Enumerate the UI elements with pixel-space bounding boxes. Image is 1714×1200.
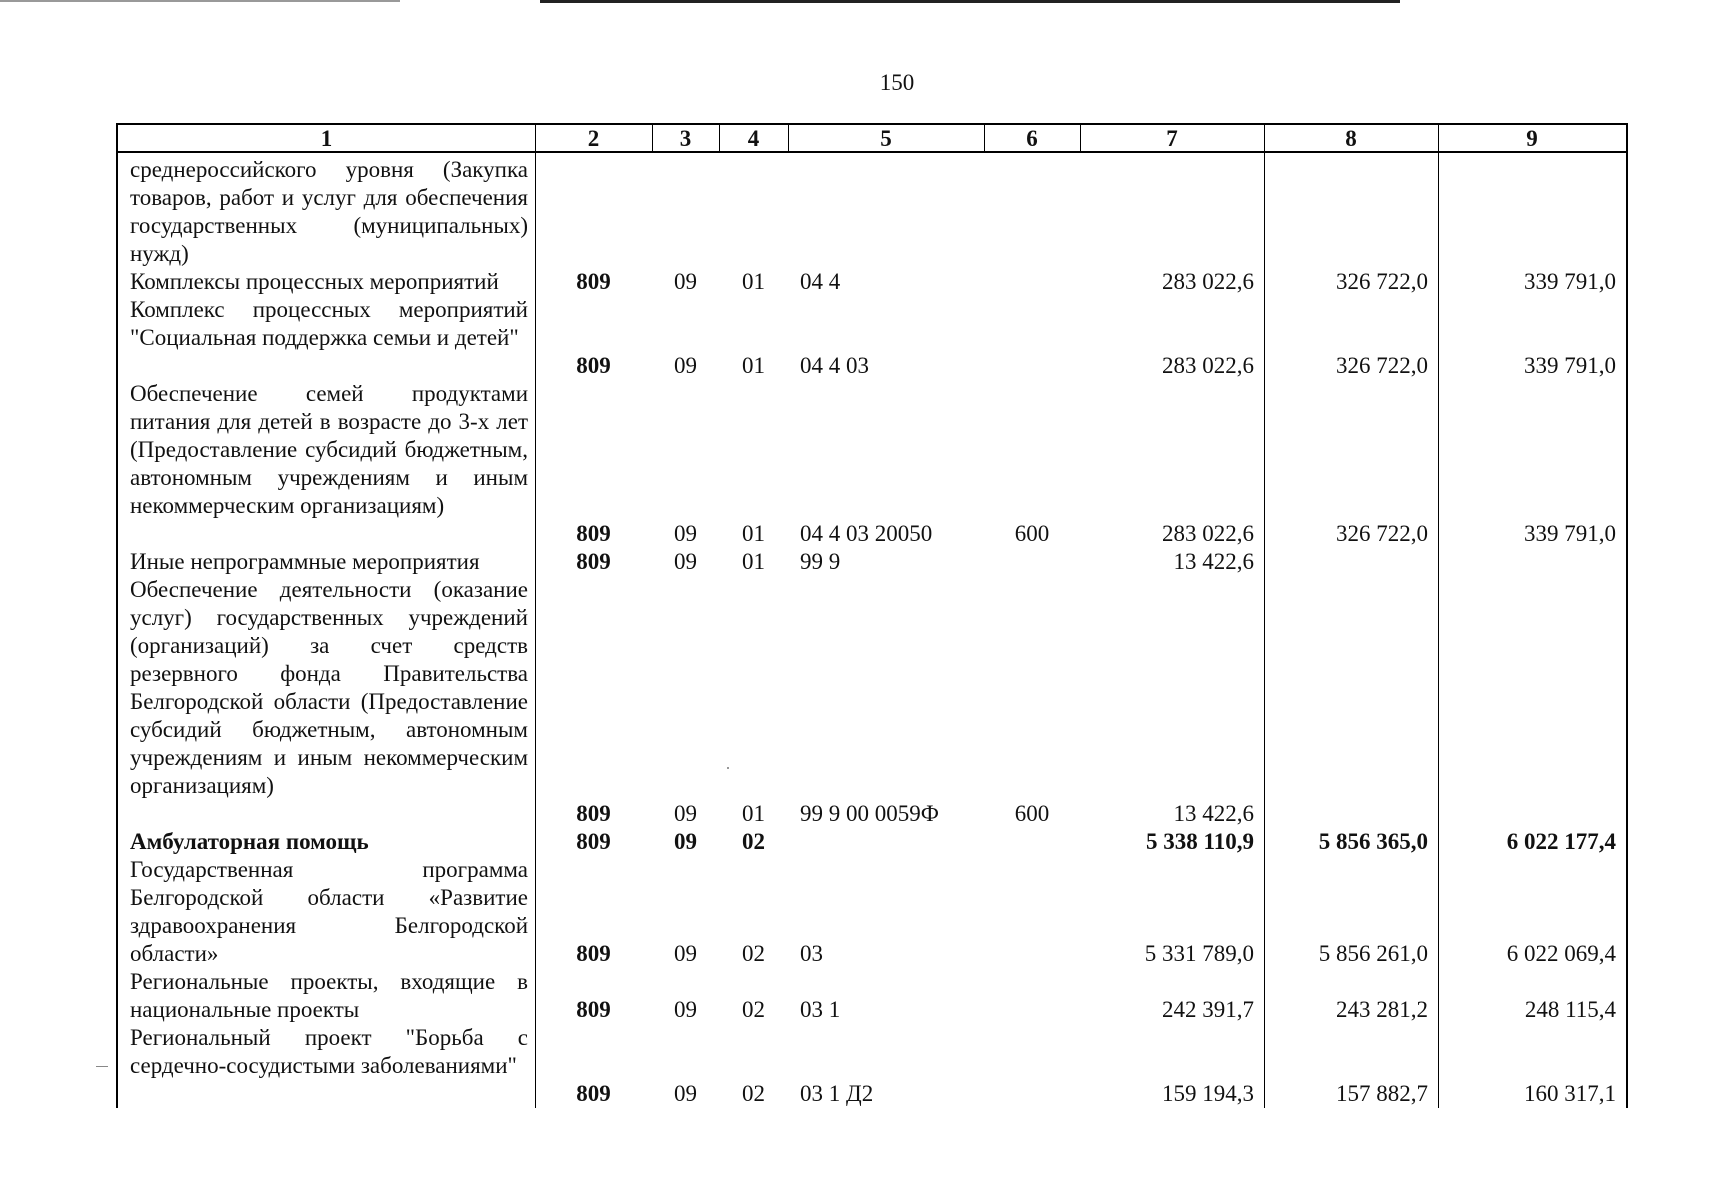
cell-c2: 809 xyxy=(576,269,611,294)
cell-c4: 02 xyxy=(742,829,765,854)
row-description: среднероссийского уровня (Закупка товаров, работ и услуг для обеспечения государственных (муниципальных) нужд) xyxy=(130,157,528,266)
cell-c7: 5 338 110,9 xyxy=(1146,829,1254,854)
cell-c3: 09 xyxy=(674,269,697,294)
row-description: Обеспечение семей продуктами питания для детей в возрасте до 3-х лет (Предоставление субсидий бюджетным, автономным учреждениям и иным некоммерческим организациям) xyxy=(130,381,528,518)
table-row xyxy=(118,1024,1626,1108)
column-divider xyxy=(652,123,653,153)
cell-c2: 809 xyxy=(576,829,611,854)
cell-c7: 5 331 789,0 xyxy=(1144,941,1254,966)
cell-c2: 809 xyxy=(576,801,611,826)
table-row xyxy=(118,296,1626,380)
column-divider xyxy=(719,123,720,153)
cell-c4: 02 xyxy=(742,1081,765,1106)
cell-c8: 243 281,2 xyxy=(1336,997,1428,1022)
cell-c9: 339 791,0 xyxy=(1524,521,1616,546)
column-divider xyxy=(984,123,985,153)
scan-top-line-right xyxy=(540,0,1400,3)
cell-c3: 09 xyxy=(674,521,697,546)
table-row xyxy=(118,268,1626,296)
cell-c7: 13 422,6 xyxy=(1173,801,1254,826)
column-divider xyxy=(1080,123,1081,153)
cell-c9: 6 022 177,4 xyxy=(1506,829,1616,854)
cell-c3: 09 xyxy=(674,353,697,378)
row-description: Региональный проект "Борьба с сердечно-сосудистыми заболеваниями" xyxy=(130,1025,528,1078)
table-row xyxy=(118,380,1626,548)
row-description: Амбулаторная помощь xyxy=(130,829,369,854)
cell-c3: 09 xyxy=(674,941,697,966)
cell-c9: 160 317,1 xyxy=(1524,1081,1616,1106)
row-description: Иные непрограммные мероприятия xyxy=(130,549,480,574)
header-col-3: 3 xyxy=(679,126,692,151)
header-col-1: 1 xyxy=(320,126,333,151)
cell-c3: 09 xyxy=(674,549,697,574)
table-header xyxy=(118,123,1626,153)
cell-c5: 03 1 Д2 xyxy=(800,1081,874,1106)
row-description: Обеспечение деятельности (оказание услуг) государственных учреждений (организаций) за счет средств резервного фонда Правительства Белгородской области (Предоставление субсидий бюджетным, автономным учреждениям и иным некоммерческим организациям) xyxy=(130,577,528,798)
table-row xyxy=(118,576,1626,828)
cell-c5: 99 9 00 0059Ф xyxy=(800,801,939,826)
table-row xyxy=(118,968,1626,1024)
cell-c3: 09 xyxy=(674,997,697,1022)
cell-c4: 01 xyxy=(742,549,765,574)
header-col-7: 7 xyxy=(1166,126,1178,151)
cell-c4: 02 xyxy=(742,941,765,966)
cell-c6: 600 xyxy=(1014,521,1050,546)
cell-c8: 326 722,0 xyxy=(1336,521,1428,546)
cell-c2: 809 xyxy=(576,941,611,966)
budget-table xyxy=(116,123,1628,1108)
row-description: Региональные проекты, входящие в национальные проекты xyxy=(130,969,528,1022)
cell-c2: 809 xyxy=(576,549,611,574)
cell-c9: 248 115,4 xyxy=(1524,997,1616,1022)
cell-c2: 809 xyxy=(576,997,611,1022)
header-col-8: 8 xyxy=(1345,126,1357,151)
cell-c4: 01 xyxy=(742,521,765,546)
cell-c8: 326 722,0 xyxy=(1336,353,1428,378)
cell-c8: 157 882,7 xyxy=(1336,1081,1428,1106)
header-col-9: 9 xyxy=(1526,126,1538,151)
cell-c5: 03 xyxy=(800,941,823,966)
cell-c4: 01 xyxy=(742,353,765,378)
header-col-5: 5 xyxy=(880,126,892,151)
cell-c7: 283 022,6 xyxy=(1162,521,1254,546)
cell-c7: 13 422,6 xyxy=(1173,549,1254,574)
cell-c5: 04 4 03 xyxy=(800,353,869,378)
cell-c6: 600 xyxy=(1014,801,1050,826)
row-description: Комплексы процессных мероприятий xyxy=(130,269,499,294)
header-col-2: 2 xyxy=(587,126,600,151)
column-divider xyxy=(788,123,789,153)
row-description: Комплекс процессных мероприятий "Социальная поддержка семьи и детей" xyxy=(130,297,528,350)
scan-margin-mark xyxy=(96,1066,108,1067)
cell-c8: 5 856 261,0 xyxy=(1318,941,1428,966)
page-number: 150 xyxy=(879,70,915,95)
cell-c2: 809 xyxy=(576,1081,611,1106)
cell-c8: 326 722,0 xyxy=(1336,269,1428,294)
table-row xyxy=(118,156,1626,268)
cell-c7: 283 022,6 xyxy=(1162,353,1254,378)
cell-c7: 159 194,3 xyxy=(1162,1081,1254,1106)
header-col-6: 6 xyxy=(1026,126,1038,151)
cell-c3: 09 xyxy=(674,801,697,826)
cell-c5: 03 1 xyxy=(800,997,841,1022)
scan-speck xyxy=(727,767,729,769)
cell-c9: 339 791,0 xyxy=(1524,353,1616,378)
cell-c3: 09 xyxy=(674,829,697,854)
cell-c7: 283 022,6 xyxy=(1162,269,1254,294)
table-row xyxy=(118,828,1626,856)
cell-c2: 809 xyxy=(576,521,611,546)
cell-c2: 809 xyxy=(576,353,611,378)
table-row xyxy=(118,856,1626,968)
row-description: Государственная программа Белгородской области «Развитие здравоохранения Белгородской области» xyxy=(130,857,528,966)
cell-c8: 5 856 365,0 xyxy=(1318,829,1428,854)
cell-c5: 04 4 xyxy=(800,269,841,294)
cell-c4: 01 xyxy=(742,269,765,294)
cell-c9: 6 022 069,4 xyxy=(1506,941,1616,966)
header-col-4: 4 xyxy=(747,126,760,151)
cell-c5: 99 9 xyxy=(800,549,841,574)
cell-c5: 04 4 03 20050 xyxy=(800,521,933,546)
cell-c4: 02 xyxy=(742,997,765,1022)
cell-c3: 09 xyxy=(674,1081,697,1106)
cell-c4: 01 xyxy=(742,801,765,826)
cell-c7: 242 391,7 xyxy=(1162,997,1254,1022)
scan-top-line-left xyxy=(0,0,400,2)
table-row xyxy=(118,548,1626,576)
cell-c9: 339 791,0 xyxy=(1524,269,1616,294)
